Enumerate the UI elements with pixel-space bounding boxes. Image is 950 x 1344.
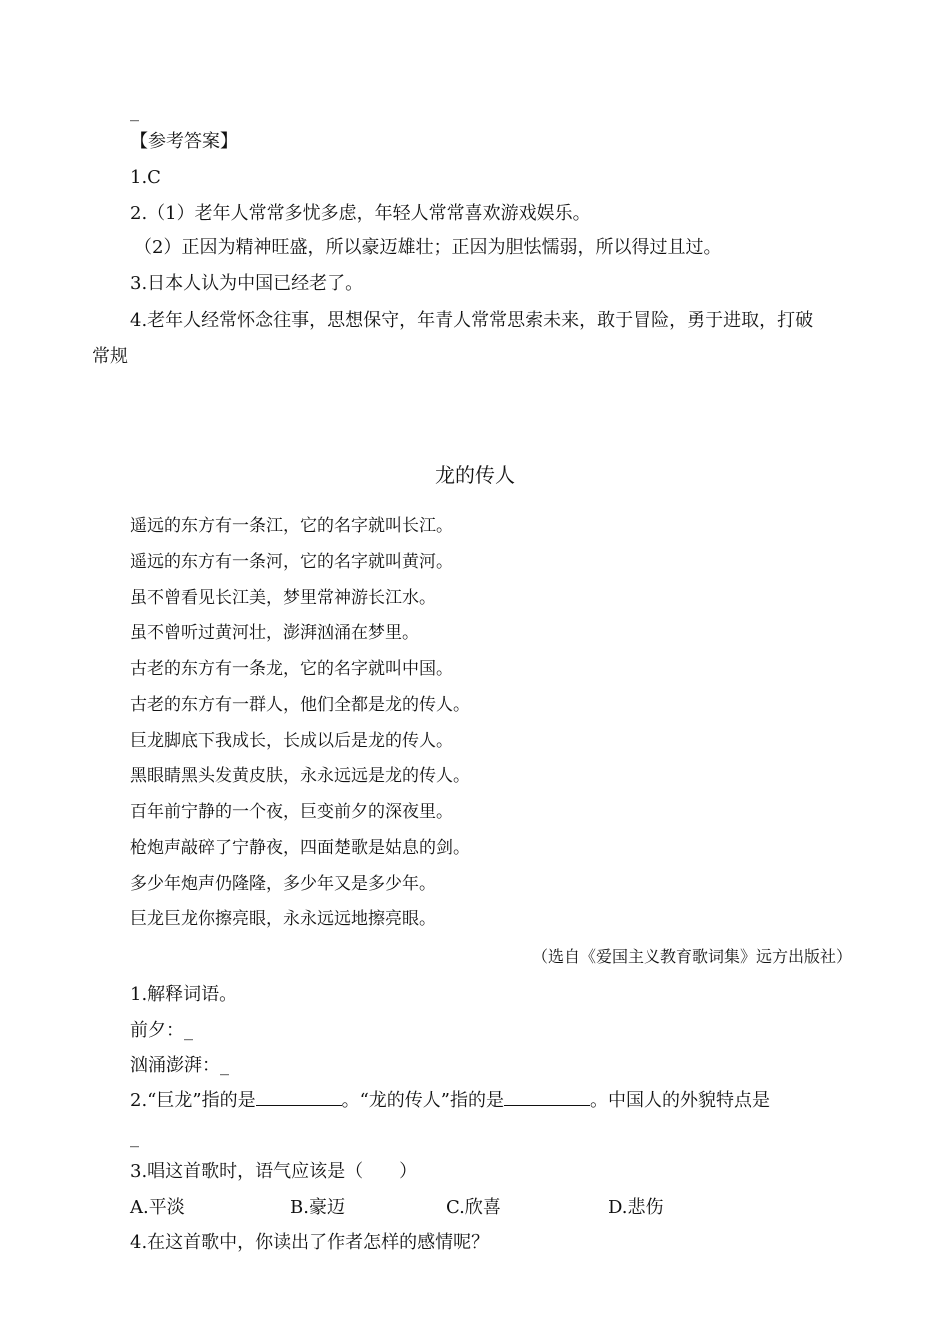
answers-heading: 【参考答案】 (130, 131, 238, 152)
option-b[interactable]: B.豪迈 (290, 1197, 345, 1218)
question-1b-blank[interactable]: _ (220, 1055, 229, 1076)
question-2-text-1: 2.“巨龙”指的是 (130, 1090, 256, 1111)
answer-blank-dragon[interactable] (256, 1089, 342, 1106)
question-2-text-2: 。“龙的传人”指的是 (341, 1090, 504, 1111)
question-1a-label: 前夕： (130, 1020, 184, 1041)
answer-4-line-2: 常规 (92, 346, 128, 367)
option-d[interactable]: D.悲伤 (608, 1197, 664, 1218)
question-2 (130, 1089, 770, 1113)
option-a[interactable]: A.平淡 (130, 1197, 185, 1218)
answer-blank-descendants[interactable] (504, 1089, 590, 1106)
poem-line: 百年前宁静的一个夜，巨变前夕的深夜里。 (130, 802, 453, 822)
poem-line: 巨龙巨龙你擦亮眼，永永远远地擦亮眼。 (130, 909, 436, 929)
answer-1: 1.C (130, 167, 161, 188)
poem-line: 枪炮声敲碎了宁静夜，四面楚歌是姑息的剑。 (130, 838, 470, 858)
answer-2-part-2: （2）正因为精神旺盛，所以豪迈雄壮；正因为胆怯懦弱，所以得过且过。 (134, 237, 722, 258)
poem-line: 遥远的东方有一条河，它的名字就叫黄河。 (130, 552, 453, 572)
poem-line: 巨龙脚底下我成长，长成以后是龙的传人。 (130, 731, 453, 751)
poem-line: 虽不曾看见长江美，梦里常神游长江水。 (130, 588, 436, 608)
answer-3: 3.日本人认为中国已经老了。 (130, 273, 364, 294)
poem-line: 黑眼睛黑头发黄皮肤，永永远远是龙的传人。 (130, 766, 470, 786)
question-2-blank-line[interactable]: _ (130, 1127, 139, 1148)
option-c[interactable]: C.欣喜 (446, 1197, 501, 1218)
question-1: 1.解释词语。 (130, 984, 238, 1005)
poem-line: 多少年炮声仍隆隆，多少年又是多少年。 (130, 874, 436, 894)
question-1b-label: 汹涌澎湃： (130, 1055, 220, 1076)
poem-line: 古老的东方有一群人，他们全都是龙的传人。 (130, 695, 470, 715)
poem-line: 古老的东方有一条龙，它的名字就叫中国。 (130, 659, 453, 679)
poem-line: 虽不曾听过黄河壮，澎湃汹涌在梦里。 (130, 623, 419, 643)
question-1a (130, 1019, 193, 1043)
poem-line: 遥远的东方有一条江，它的名字就叫长江。 (130, 516, 453, 536)
question-3: 3.唱这首歌时，语气应该是（ ） (130, 1161, 418, 1182)
question-2-text-3: 。中国人的外貌特点是 (589, 1090, 770, 1111)
question-1a-blank[interactable]: _ (184, 1020, 193, 1041)
poem-title: 龙的传人 (435, 463, 515, 487)
answer-4-line-1: 4.老年人经常怀念往事，思想保守，年青人常常思索未来，敢于冒险，勇于进取，打破 (130, 310, 814, 331)
answer-2-part-1: 2.（1）老年人常常多忧多虑，年轻人常常喜欢游戏娱乐。 (130, 203, 591, 224)
poem-source: （选自《爱国主义教育歌词集》远方出版社） (531, 947, 852, 966)
top-blank: _ (130, 101, 139, 122)
question-1b (130, 1054, 229, 1078)
question-4: 4.在这首歌中，你读出了作者怎样的感情呢？ (130, 1232, 490, 1253)
